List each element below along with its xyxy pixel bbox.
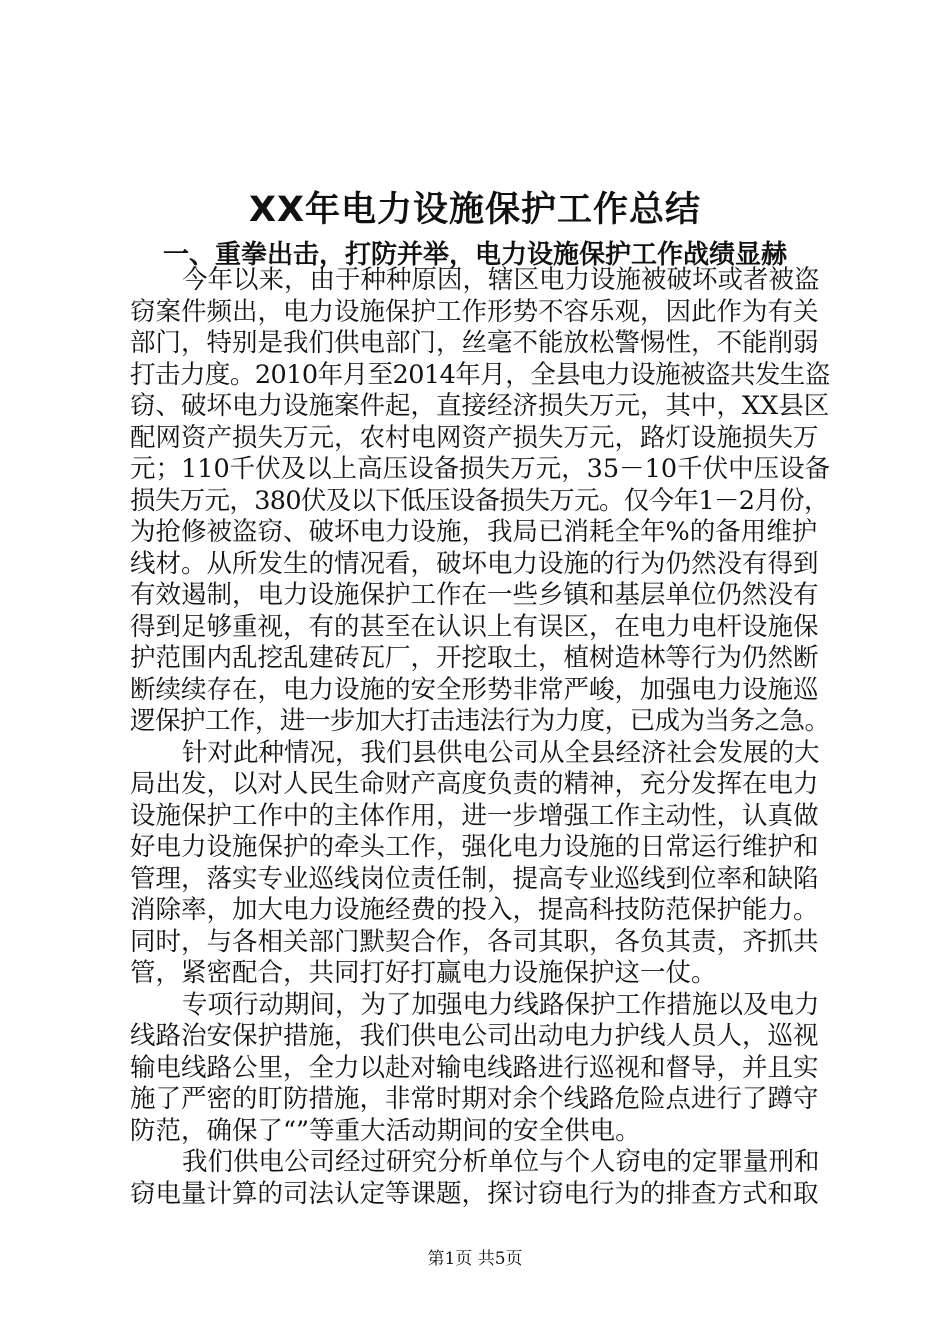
text-line: 部门，特别是我们供电部门，丝毫不能放松警惕性，不能削弱 <box>130 328 819 358</box>
text-line: 线路治安保护措施，我们供电公司出动电力护线人员人，巡视 <box>130 1021 819 1051</box>
text-line: 我们供电公司经过研究分析单位与个人窃电的定罪量刑和 <box>182 1147 820 1177</box>
text-line: 为抢修被盗窃、破坏电力设施，我局已消耗全年%的备用维护 <box>130 517 818 547</box>
text-line: 输电线路公里，全力以赴对输电线路进行巡视和督导，并且实 <box>130 1052 819 1083</box>
text-line: 管理，落实专业巡线岗位责任制，提高专业巡线到位率和缺陷 <box>130 863 819 894</box>
text-line: 护范围内乱挖乱建砖瓦厂，开挖取土，植树造林等行为仍然断 <box>130 643 819 673</box>
text-line: 线材。从所发生的情况看，破坏电力设施的行为仍然没有得到 <box>130 548 819 579</box>
text-line: 打击力度。2010年月至2014年月，全县电力设施被盗共发生盗 <box>130 359 830 390</box>
text-line: 同时，与各相关部门默契合作，各司其职，各负其责，齐抓共 <box>130 926 819 957</box>
text-line: 局出发，以对人民生命财产高度负责的精神，充分发挥在电力 <box>130 769 819 799</box>
text-line: 防范，确保了“”等重大活动期间的安全供电。 <box>130 1115 641 1146</box>
text-line: 施了严密的盯防措施，非常时期对余个线路危险点进行了蹲守 <box>130 1084 819 1114</box>
text-line: 专项行动期间，为了加强电力线路保护工作措施以及电力 <box>182 989 820 1020</box>
section-heading: 一、重拳出击，打防并举，电力设施保护工作战绩显赫 <box>162 240 787 270</box>
text-line: 窃、破坏电力设施案件起，直接经济损失万元，其中，XX县区 <box>130 391 830 421</box>
text-line: 针对此种情况，我们县供电公司从全县经济社会发展的大 <box>182 737 820 768</box>
page-footer: 第1页 共5页 <box>427 1249 523 1269</box>
text-line: 窃电量计算的司法认定等课题，探讨窃电行为的排查方式和取 <box>130 1178 819 1209</box>
text-line: 损失万元，380伏及以下低压设备损失万元。仅今年1－2月份， <box>130 485 829 516</box>
text-line: 消除率，加大电力设施经费的投入，提高科技防范保护能力。 <box>130 895 819 925</box>
text-line: 得到足够重视，有的甚至在认识上有误区，在电力电杆设施保 <box>130 611 819 642</box>
document-title: XX年电力设施保护工作总结 <box>249 190 701 230</box>
text-line: 窃案件频出，电力设施保护工作形势不容乐观，因此作为有关 <box>130 296 819 327</box>
text-line: 配网资产损失万元，农村电网资产损失万元，路灯设施损失万 <box>130 422 819 453</box>
text-line: 元；110千伏及以上高压设备损失万元，35－10千伏中压设备 <box>130 454 831 484</box>
text-line: 有效遏制，电力设施保护工作在一些乡镇和基层单位仍然没有 <box>130 580 819 610</box>
text-line: 设施保护工作中的主体作用，进一步增强工作主动性，认真做 <box>130 800 819 831</box>
text-line: 管，紧密配合，共同打好打赢电力设施保护这一仗。 <box>130 958 717 988</box>
text-line: 逻保护工作，进一步加大打击违法行为力度，已成为当务之急。 <box>130 706 830 736</box>
text-line: 好电力设施保护的牵头工作，强化电力设施的日常运行维护和 <box>130 832 819 862</box>
body-text <box>130 265 830 1210</box>
text-line: 今年以来，由于种种原因，辖区电力设施被破坏或者被盗 <box>182 265 820 295</box>
text-line: 断续续存在，电力设施的安全形势非常严峻，加强电力设施巡 <box>130 674 819 705</box>
